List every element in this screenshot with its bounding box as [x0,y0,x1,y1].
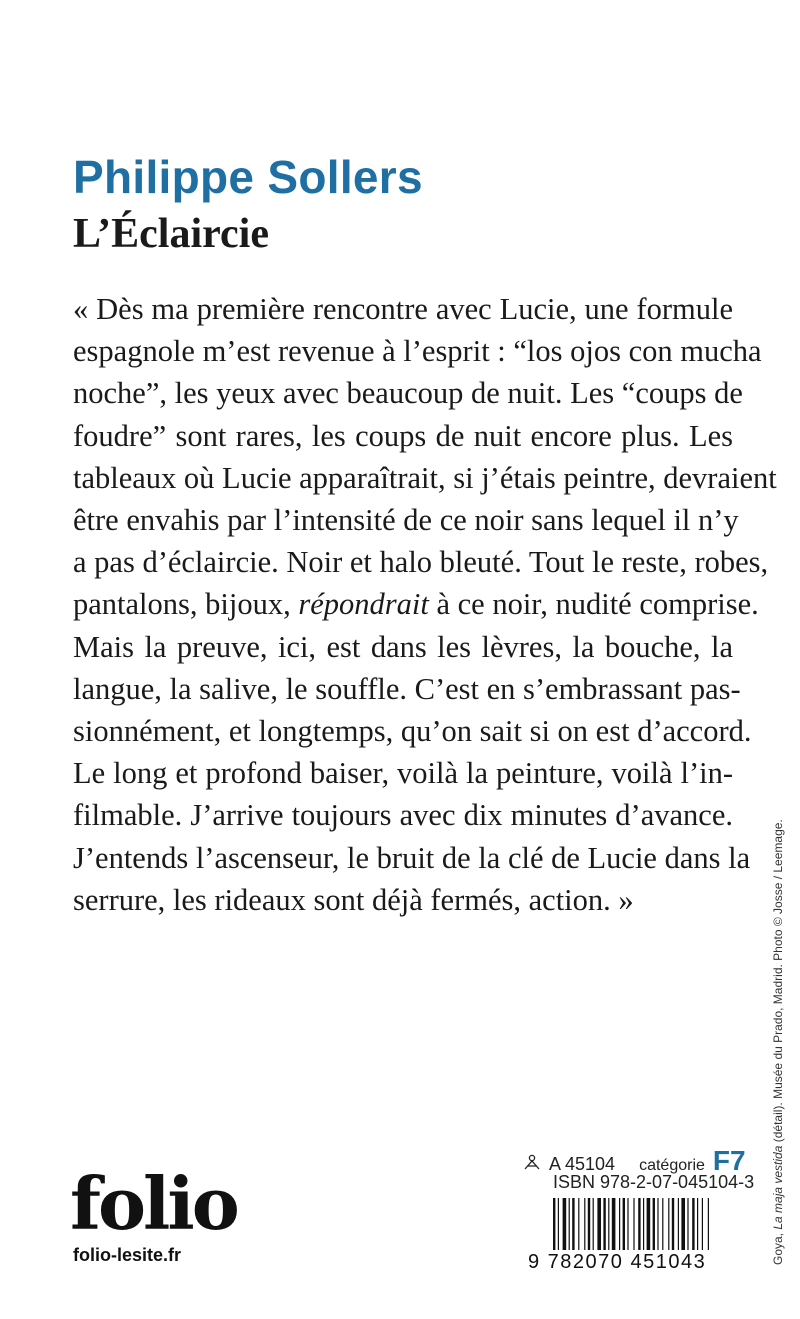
barcode-bar [668,1198,669,1250]
blurb-line: être envahis par l’intensité de ce noir sans lequel il n’y [73,503,739,538]
isbn: ISBN 978-2-07-045104-3 [553,1172,755,1192]
barcode-bar [702,1198,703,1250]
blurb-line-start: pantalons, bijoux, [73,587,299,622]
barcode-bar [647,1198,651,1250]
blurb-line: langue, la salive, le souffle. C’est en s’embrassant pas- [73,671,741,706]
barcode-bar [627,1198,628,1250]
publisher-emblem-icon [523,1154,541,1175]
blurb-line: foudre” sont rares, les coups de nuit encore plus. Les [73,418,733,453]
barcode-bar [558,1198,559,1250]
blurb-line: serrure, les rideaux sont déjà fermés, action. » [73,882,634,917]
barcode-bar [603,1198,605,1250]
barcode-bar [657,1198,658,1250]
blurb-line: a pas d’éclaircie. Noir et halo bleuté. Tout le reste, robes, [73,545,769,580]
barcode-bar [633,1198,634,1250]
barcode-bar [687,1198,688,1250]
author-name: Philippe Sollers [73,151,423,203]
barcode-bar [588,1198,590,1250]
blurb-line: sionnément, et longtemps, qu’on sait si on est d’accord. [73,714,752,749]
blurb-italic-word: répondrait [298,587,429,622]
blurb-line: noche”, les yeux avec beaucoup de nuit. Les “coups de [73,376,743,411]
barcode-bar [678,1198,679,1250]
barcode-bar [697,1198,698,1250]
barcode-bar [619,1198,620,1250]
barcode-bar [572,1198,574,1250]
book-title: L’Éclaircie [73,211,269,257]
barcode-bar [608,1198,609,1250]
barcode-digits: 9 782070 451043 [528,1251,707,1273]
barcode-bar [553,1198,555,1250]
barcode-bar [597,1198,601,1250]
blurb-line: Mais la preuve, ici, est dans les lèvres, la bouche, la [73,629,733,664]
barcode-bar [692,1198,694,1250]
blurb-line: « Dès ma première rencontre avec Lucie, une formule [73,292,733,326]
credit-artwork-title: La maja vestida [771,1145,785,1230]
barcode-bar [643,1198,644,1250]
barcode-bar [653,1198,655,1250]
blurb-line: J’entends l’ascenseur, le bruit de la clé de Lucie dans la [73,840,751,875]
credit-suffix: (détail). Musée du Prado, Madrid. Photo © Josse / Leemage. [771,819,785,1146]
barcode-bar [578,1198,579,1250]
barcode-bar [638,1198,640,1250]
folio-logo: folio [70,1161,237,1246]
blurb-line: Le long et profond baiser, voilà la peinture, voilà l’in- [73,756,733,791]
barcode-bar [612,1198,616,1250]
blurb-line: tableaux où Lucie apparaîtrait, si j’étais peintre, devraient [73,460,777,495]
barcode-bar [623,1198,625,1250]
barcode [553,1198,717,1250]
blurb-line: espagnole m’est revenue à l’esprit : “los ojos con mucha [73,334,762,369]
back-cover-blurb [73,288,777,921]
cover-image-credit [771,819,785,1265]
category-value: F7 [712,1145,746,1176]
credit-prefix: Goya, [771,1229,785,1265]
category-label: catégorie [639,1157,705,1174]
barcode-bar [584,1198,585,1250]
barcode-bar [672,1198,674,1250]
barcode-bar [681,1198,685,1250]
blurb-line: filmable. J’arrive toujours avec dix minutes d’avance. [73,798,733,833]
barcode-bar [662,1198,663,1250]
blurb-line-with-italic [73,583,759,625]
publisher-website: folio-lesite.fr [73,1245,182,1265]
barcode-bar [708,1198,709,1250]
barcode-bar [563,1198,567,1250]
catalog-code: A 45104 [549,1154,616,1174]
blurb-line-end: à ce noir, nudité comprise. [428,587,759,622]
barcode-bar [569,1198,570,1250]
barcode-bar [593,1198,594,1250]
